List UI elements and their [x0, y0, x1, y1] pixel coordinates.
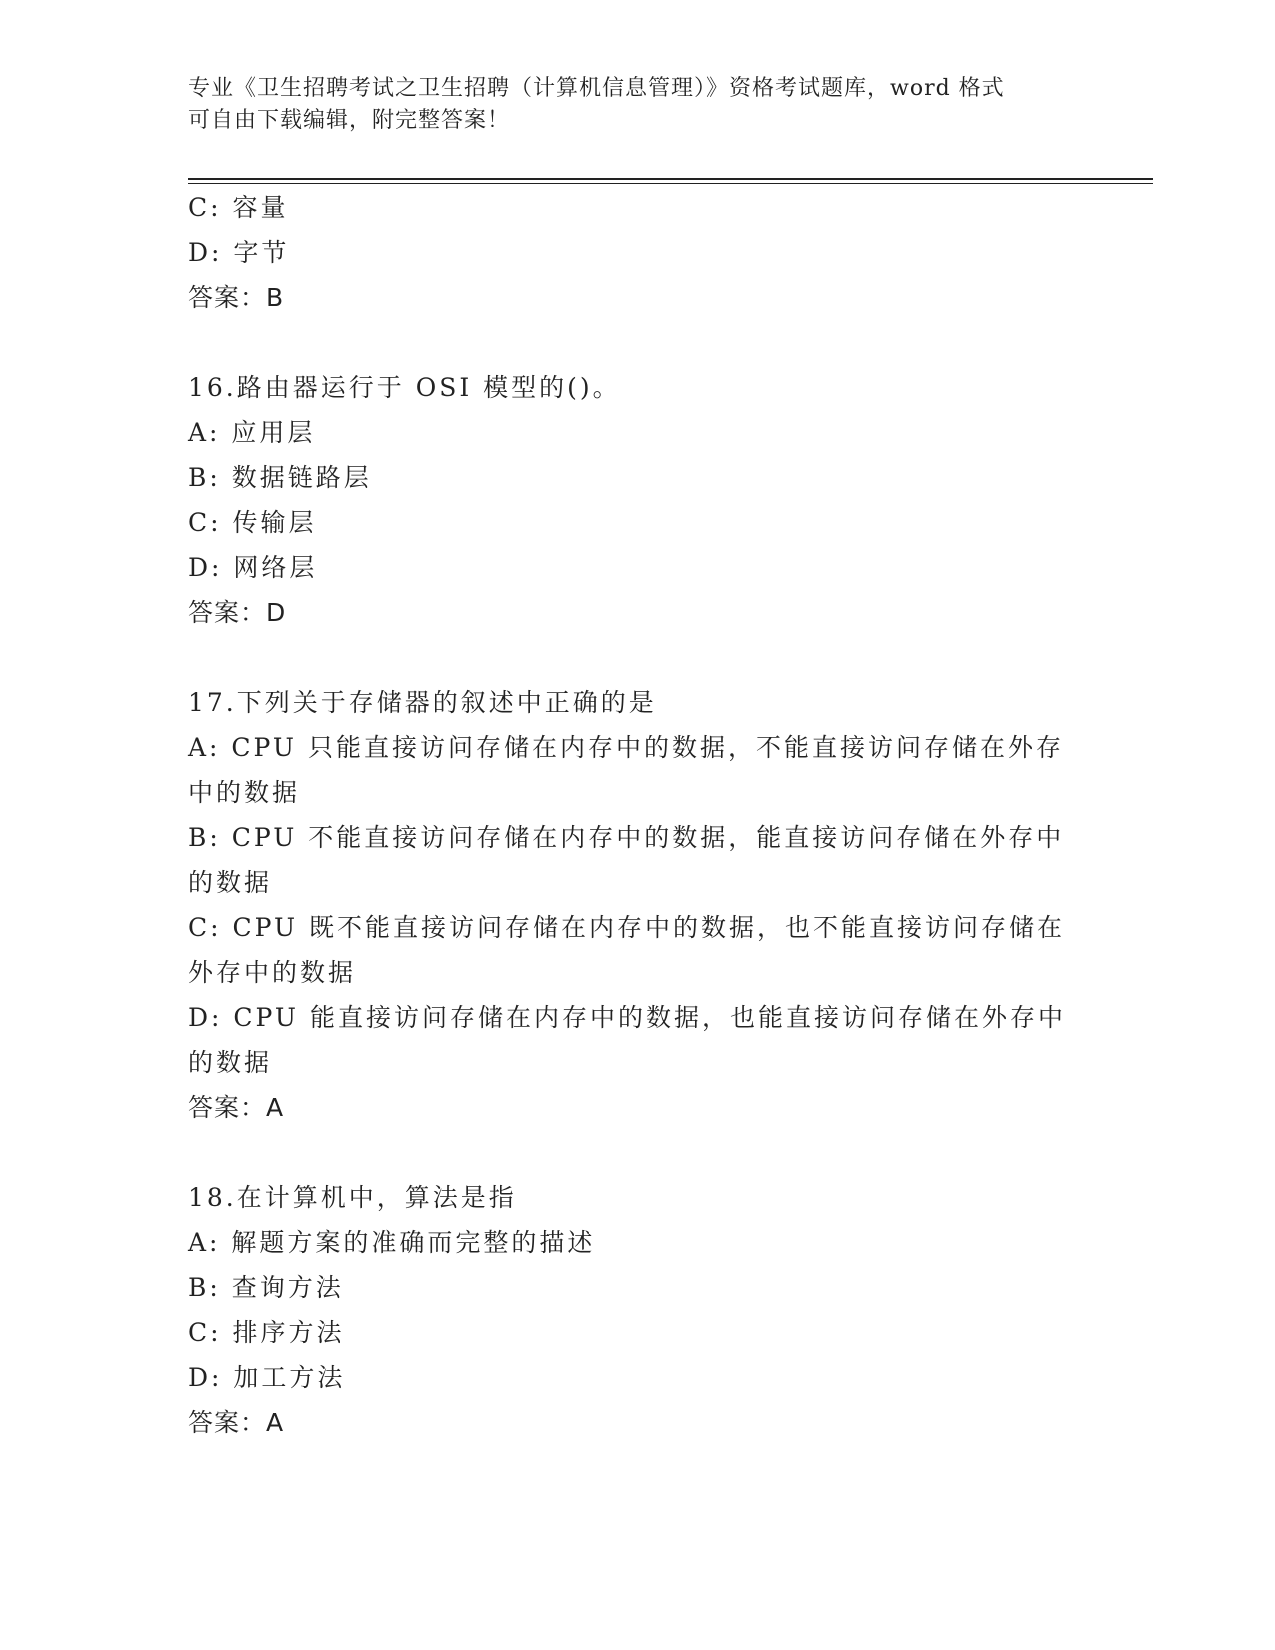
q17-option-c-line1: C: CPU 既不能直接访问存储在内存中的数据，也不能直接访问存储在 — [188, 913, 1066, 942]
prev-answer: 答案：B — [188, 283, 285, 312]
q17-option-c-line2: 外存中的数据 — [188, 958, 357, 987]
q18-question: 18.在计算机中，算法是指 — [188, 1183, 517, 1212]
q16-question: 16.路由器运行于 OSI 模型的()。 — [188, 373, 621, 402]
q18-option-b: B: 查询方法 — [188, 1273, 344, 1302]
q16-option-d: D: 网络层 — [188, 553, 318, 582]
q16-option-a: A: 应用层 — [188, 418, 316, 447]
q18-option-d: D: 加工方法 — [188, 1363, 346, 1392]
prev-option-d: D: 字节 — [188, 238, 290, 267]
header-line-2: 可自由下载编辑，附完整答案！ — [188, 108, 511, 133]
q17-option-b-line1: B: CPU 不能直接访问存储在内存中的数据，能直接访问存储在外存中 — [188, 823, 1065, 852]
q17-option-b-line2: 的数据 — [188, 868, 273, 897]
q16-option-b: B: 数据链路层 — [188, 463, 372, 492]
q18-option-c: C: 排序方法 — [188, 1318, 345, 1347]
header-rule-thin — [188, 183, 1153, 184]
header-rule-thick — [188, 178, 1153, 180]
q17-answer: 答案：A — [188, 1093, 285, 1122]
header-line-1: 专业《卫生招聘考试之卫生招聘（计算机信息管理）》资格考试题库，word 格式 — [188, 76, 1005, 101]
q17-option-a-line1: A: CPU 只能直接访问存储在内存中的数据，不能直接访问存储在外存 — [188, 733, 1064, 762]
q16-option-c: C: 传输层 — [188, 508, 317, 537]
q18-answer: 答案：A — [188, 1408, 285, 1437]
q17-option-d-line2: 的数据 — [188, 1048, 273, 1077]
document-header — [188, 73, 1068, 137]
q16-answer: 答案：D — [188, 598, 287, 627]
q17-question: 17.下列关于存储器的叙述中正确的是 — [188, 688, 657, 717]
q17-option-d-line1: D: CPU 能直接访问存储在内存中的数据，也能直接访问存储在外存中 — [188, 1003, 1066, 1032]
q17-option-a-line2: 中的数据 — [188, 778, 301, 807]
prev-option-c: C: 容量 — [188, 193, 289, 222]
q18-option-a: A: 解题方案的准确而完整的描述 — [188, 1228, 596, 1257]
